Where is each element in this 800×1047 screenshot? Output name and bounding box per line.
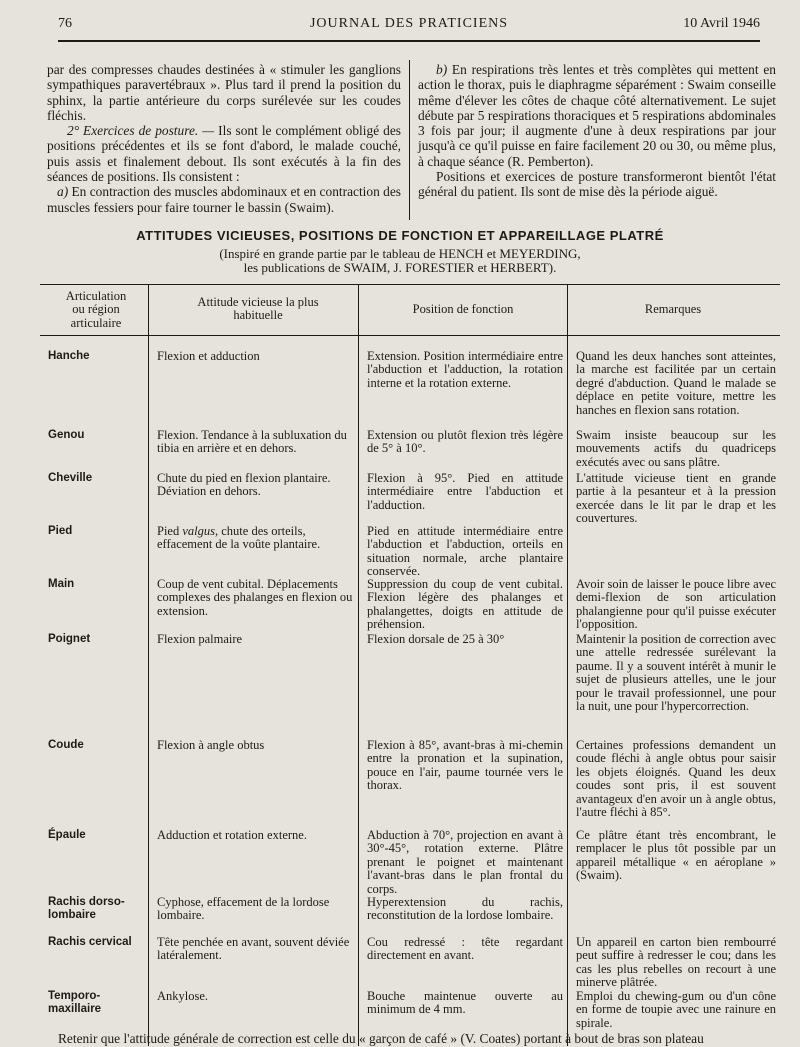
row-genou-remarks: Swaim insiste beaucoup sur les mouvements actifs du quadriceps exécutés avec ou sans plâtre. bbox=[576, 428, 776, 469]
row-poignet-vicious: Flexion palmaire bbox=[157, 632, 243, 646]
row-hanche-vicious: Flexion et adduction bbox=[157, 349, 260, 363]
row-main-function: Suppression du coup de vent cubital. Flexion légère des phalanges et phalangettes, doigts en attitude de préhension. bbox=[367, 577, 563, 632]
exercises-heading: 2° Exercices de posture. — bbox=[67, 123, 215, 139]
row-genou-function: Extension ou plutôt flexion très légère de 5° à 10°. bbox=[367, 428, 563, 456]
footer-text: Retenir que l'attitude générale de correction est celle du « garçon de café » (V. Coates) portant à bout de bras son plateau bbox=[58, 1031, 704, 1046]
row-poignet-function: Flexion dorsale de 25 à 30° bbox=[367, 632, 505, 646]
table-subtitle bbox=[40, 247, 760, 275]
row-rachis-dorso-joint: Rachis dorso-lombaire bbox=[48, 896, 125, 921]
row-coude-function: Flexion à 85°, avant-bras à mi-chemin entre la pronation et la supination, pouce en l'air, paume tournée vers le thorax. bbox=[367, 738, 563, 793]
row-rachis-cervical-remarks: Un appareil en carton bien rembourré peut suffire à redresser le cou; dans les cas les plus rebelles on recourt à une minerve plâtrée. bbox=[576, 935, 776, 990]
row-cheville-joint: Cheville bbox=[48, 472, 93, 484]
row-temporo-function: Bouche maintenue ouverte au minimum de 4 mm. bbox=[367, 989, 563, 1017]
item-b-marker: b) bbox=[436, 62, 448, 77]
table-subtitle-line-1: (Inspiré en grande partie par le tableau de HENCH et MEYERDING, bbox=[219, 246, 581, 261]
row-genou-joint: Genou bbox=[48, 429, 85, 441]
row-epaule-function: Abduction à 70°, projection en avant à 30°-45°, rotation externe. Plâtre prenant le poignet et maintenant l'avant-bras dans le plan frontal du corps. bbox=[367, 828, 563, 896]
row-cheville-vicious: Chute du pied en flexion plantaire. Déviation en dehors. bbox=[157, 471, 331, 499]
row-coude-joint: Coude bbox=[48, 739, 84, 751]
header-rule bbox=[58, 40, 760, 42]
row-pied-function: Pied en attitude intermédiaire entre l'abduction et l'abduction, orteils en situation normale, arche plantaire conservée. bbox=[367, 524, 563, 579]
row-temporo-remarks: Emploi du chewing-gum ou d'un cône en forme de toupie avec une rainure en spirale. bbox=[576, 989, 776, 1030]
left-paragraph-2 bbox=[47, 123, 401, 184]
row-poignet-remarks: Maintenir la position de correction avec une attelle redressée surélevant la paume. Il y a souvent intérêt à munir le sujet de plusieurs attelles, une le jour pour le travail professionnel, une pour la nuit, une pour l'hypercorrection. bbox=[576, 632, 776, 714]
item-a-text: En contraction des muscles abdominaux et en contraction des muscles fessiers pour faire tourner le bassin (Swaim). bbox=[47, 184, 401, 215]
left-paragraph-1: par des compresses chaudes destinées à « stimuler les ganglions sympathiques paravertébraux ». Plus tard il prend la position du sphinx, la partie antérieure du corps surélevée sur les coudes fléchis. bbox=[47, 62, 401, 123]
row-epaule-joint: Épaule bbox=[48, 829, 86, 841]
row-hanche-joint: Hanche bbox=[48, 350, 90, 362]
column-rule-3 bbox=[567, 284, 568, 1046]
journal-title: JOURNAL DES PRATICIENS bbox=[309, 16, 509, 31]
header-joint: Articulation ou région articulaire bbox=[65, 289, 127, 330]
row-genou-vicious: Flexion. Tendance à la subluxation du tibia en arrière et en dehors. bbox=[157, 428, 347, 456]
page-number: 76 bbox=[58, 16, 72, 31]
row-rachis-dorso-vicious: Cyphose, effacement de la lordose lombaire. bbox=[157, 895, 330, 923]
right-paragraph-2: Positions et exercices de posture transformeront bientôt l'état général du patient. Ils sont de mise dès la période aiguë. bbox=[418, 169, 776, 200]
row-coude-vicious: Flexion à angle obtus bbox=[157, 738, 265, 752]
attitudes-table bbox=[40, 284, 780, 1046]
header-remarks: Remarques bbox=[644, 302, 702, 316]
row-hanche-remarks: Quand les deux hanches sont atteintes, la marche est facilitée par un certain degré d'abduction. Quand le malade se déplace en petite voiture, mettre les hanches en flexion sans rotation. bbox=[576, 349, 776, 417]
row-rachis-cervical-vicious: Tête penchée en avant, souvent déviée latéralement. bbox=[157, 935, 350, 963]
column-rule-1 bbox=[148, 284, 149, 1046]
row-temporo-vicious: Ankylose. bbox=[157, 989, 209, 1003]
issue-date: 10 Avril 1946 bbox=[683, 16, 760, 31]
exercises-text: Ils sont le complément obligé des positions précédentes et ils se font d'abord, le malade couché, puis assis et finalement debout. Ils sont exécutés à la fin des séances de positions. Ils consistent : bbox=[47, 123, 401, 185]
row-cheville-remarks: L'attitude vicieuse tient en grande partie à la pesanteur et à la pression exercée dans le lit par le drap et les couvertures. bbox=[576, 471, 776, 526]
row-hanche-function: Extension. Position intermédiaire entre l'abduction et l'adduction, la rotation interne et la rotation externe. bbox=[367, 349, 563, 390]
row-poignet-joint: Poignet bbox=[48, 633, 91, 645]
header-function-position: Position de fonction bbox=[412, 302, 514, 316]
row-epaule-remarks: Ce plâtre étant très encombrant, le remplacer le plus tôt possible par un appareil métallique « en aéroplane » (Swaim). bbox=[576, 828, 776, 883]
row-epaule-vicious: Adduction et rotation externe. bbox=[157, 828, 307, 842]
row-main-remarks: Avoir soin de laisser le pouce libre avec demi-flexion de son articulation phalangienne pour qu'il puisse exécuter l'opposition. bbox=[576, 577, 776, 632]
row-cheville-function: Flexion à 95°. Pied en attitude intermédiaire entre l'abduction et l'adduction. bbox=[367, 471, 563, 512]
column-divider bbox=[409, 60, 410, 220]
row-temporo-joint: Temporo-maxillaire bbox=[48, 990, 102, 1015]
table-top-rule bbox=[40, 284, 780, 285]
header-vicious-attitude: Attitude vicieuse la plus habituelle bbox=[197, 295, 319, 323]
table-subtitle-line-2: les publications de SWAIM, J. FORESTIER et HERBERT). bbox=[243, 260, 557, 275]
table-header-rule bbox=[40, 335, 780, 336]
row-coude-remarks: Certaines professions demandent un coude fléchi à angle obtus pour saisir les objets éloignés. Quand les deux coudes sont pris, il est souvent avantageux d'en avoir un à angle obtus, l'autre fléchi à 85°. bbox=[576, 738, 776, 820]
left-paragraph-3 bbox=[47, 184, 401, 215]
table-title: ATTITUDES VICIEUSES, POSITIONS DE FONCTION ET APPAREILLAGE PLATRÉ bbox=[136, 228, 664, 243]
column-rule-2 bbox=[358, 284, 359, 1046]
row-pied-vicious: Pied valgus, chute des orteils, effacement de la voûte plantaire. bbox=[157, 524, 321, 552]
row-main-vicious: Coup de vent cubital. Déplacements complexes des phalanges en flexion ou extension. bbox=[157, 577, 353, 618]
row-pied-joint: Pied bbox=[48, 525, 73, 537]
page-header bbox=[58, 16, 760, 38]
row-rachis-dorso-function: Hyperextension du rachis, reconstitution de la lordose lombaire. bbox=[367, 895, 563, 923]
item-a-marker: a) bbox=[57, 184, 69, 200]
right-paragraph-1 bbox=[418, 62, 776, 169]
right-text-column bbox=[418, 62, 776, 200]
item-b-text: En respirations très lentes et très complètes qui mettent en action le thorax, puis le diaphragme séparément : Swaim conseille même d'élever les côtes de chaque côté alternativement. Le sujet débute par 5 respirations thoraciques et 5 respirations abdominales 3 fois par jour; il augmente d'une à deux respirations par jour jusqu'à ce qu'il puisse en faire facilement 20 ou 30, ou même plus, à chaque séance (R. Pemberton). bbox=[418, 62, 776, 169]
left-text-column bbox=[47, 62, 401, 215]
row-rachis-cervical-function: Cou redressé : tête regardant directement en avant. bbox=[367, 935, 563, 963]
row-rachis-cervical-joint: Rachis cervical bbox=[48, 936, 132, 948]
row-main-joint: Main bbox=[48, 578, 75, 590]
